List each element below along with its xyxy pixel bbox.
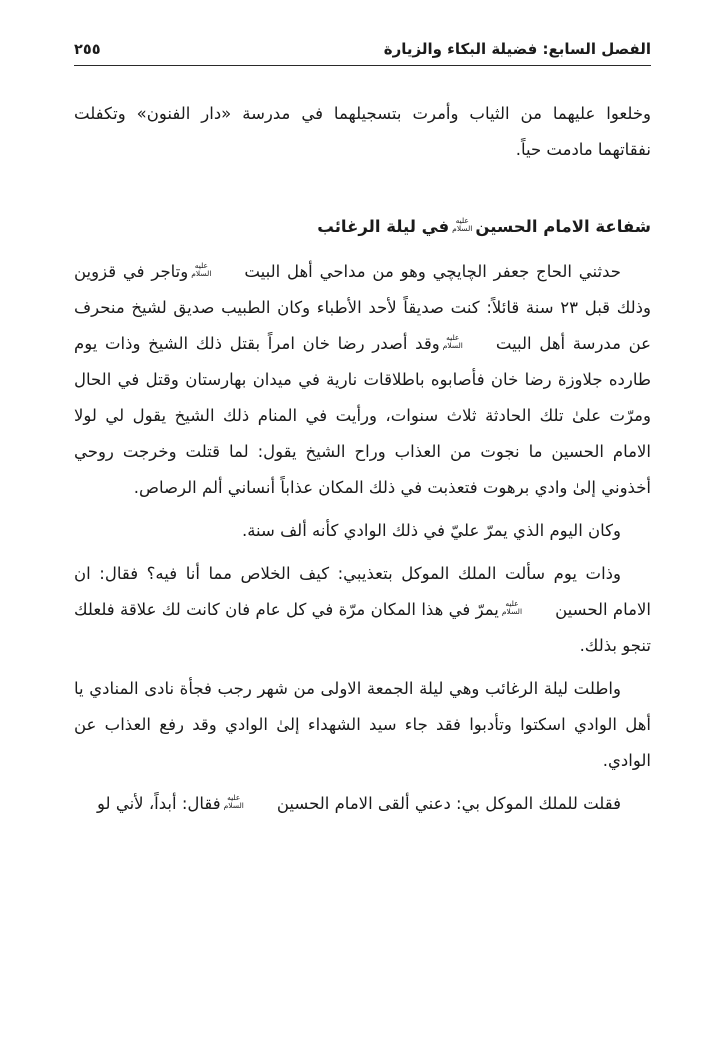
honorific-line: عليه (446, 332, 460, 342)
header-divider (74, 65, 651, 66)
honorific-line: السلام (452, 223, 473, 233)
page-body (74, 96, 651, 822)
page-number: ٢٥٥ (74, 42, 101, 58)
paragraph: حدثني الحاج جعفر الچايچي وهو من مداحي أهل البيت عليه السلام وتاجر في قزوين وذلك قبل ٢٣ سنة قائلاً: كنت صديقاً لأحد الأطباء وكان الطبيب صديق لشيخ منحرف عن مدرسة أهل البيت عليه السلام وقد أصدر رضا خان امراً بقتل ذلك الشيخ وذات يوم طارده جلاوزة رضا خان فأصابوه باطلاقات نارية في ميدان بهارستان وقتل في الحال ومرّت علىٰ تلك الحادثة ثلاث سنوات، ورأيت في المنام ذلك الشيخ يقول لي لولا الامام الحسين ما نجوت من العذاب وراح الشيخ يقول: لما قتلت وخرجت روحي أخذوني إلىٰ وادي برهوت فتعذبت في ذلك المكان عذاباً أنساني ألم الرصاص. (74, 260, 651, 497)
section-heading: شفاعة الامام الحسين عليه السلام في ليلة الرغائب (317, 215, 651, 236)
chapter-title: الفصل السابع: فضيلة البكاء والزيارة (383, 40, 651, 58)
paragraph: وخلعوا عليهما من الثياب وأمرت بتسجيلهما في مدرسة «دار الفنون» وتكفلت نفقاتهما مادمت حياً. (74, 104, 651, 159)
paragraph: وكان اليوم الذي يمرّ عليّ في ذلك الوادي كأنه ألف سنة. (241, 521, 621, 540)
honorific-line: السلام (442, 340, 463, 350)
alayhi-salam-honorific-icon (502, 600, 552, 616)
honorific-line: السلام (191, 268, 212, 278)
honorific-line: السلام (223, 800, 244, 810)
honorific-line: عليه (455, 215, 469, 225)
alayhi-salam-honorific-icon (443, 334, 493, 350)
honorific-line: عليه (227, 792, 241, 802)
alayhi-salam-honorific-icon (224, 794, 274, 810)
alayhi-salam-honorific-icon (452, 217, 472, 233)
paragraph: وذات يوم سألت الملك الموكل بتعذيبي: كيف الخلاص مما أنا فيه؟ فقال: ان الامام الحسين عليه السلام يمرّ في هذا المكان مرّة في كل عام فان كانت لك علاقة فلعلك تنجو بذلك. (74, 564, 652, 655)
page-header (74, 40, 651, 58)
paragraph: فقلت للملك الموكل بي: دعني ألقى الامام الحسين عليه السلام فقال: أبداً، لأني لو (97, 792, 621, 813)
paragraph: واطلت ليلة الرغائب وهي ليلة الجمعة الاولى من شهر رجب فجأة نادى المنادي يا أهل الوادي اسكتوا وتأدبوا فقد جاء سيد الشهداء إلىٰ الوادي وقد رفع العذاب عن الوادي. (74, 679, 651, 770)
honorific-line: عليه (505, 598, 519, 608)
honorific-line: السلام (501, 606, 523, 616)
honorific-line: عليه (194, 260, 208, 270)
alayhi-salam-honorific-icon (191, 262, 241, 278)
